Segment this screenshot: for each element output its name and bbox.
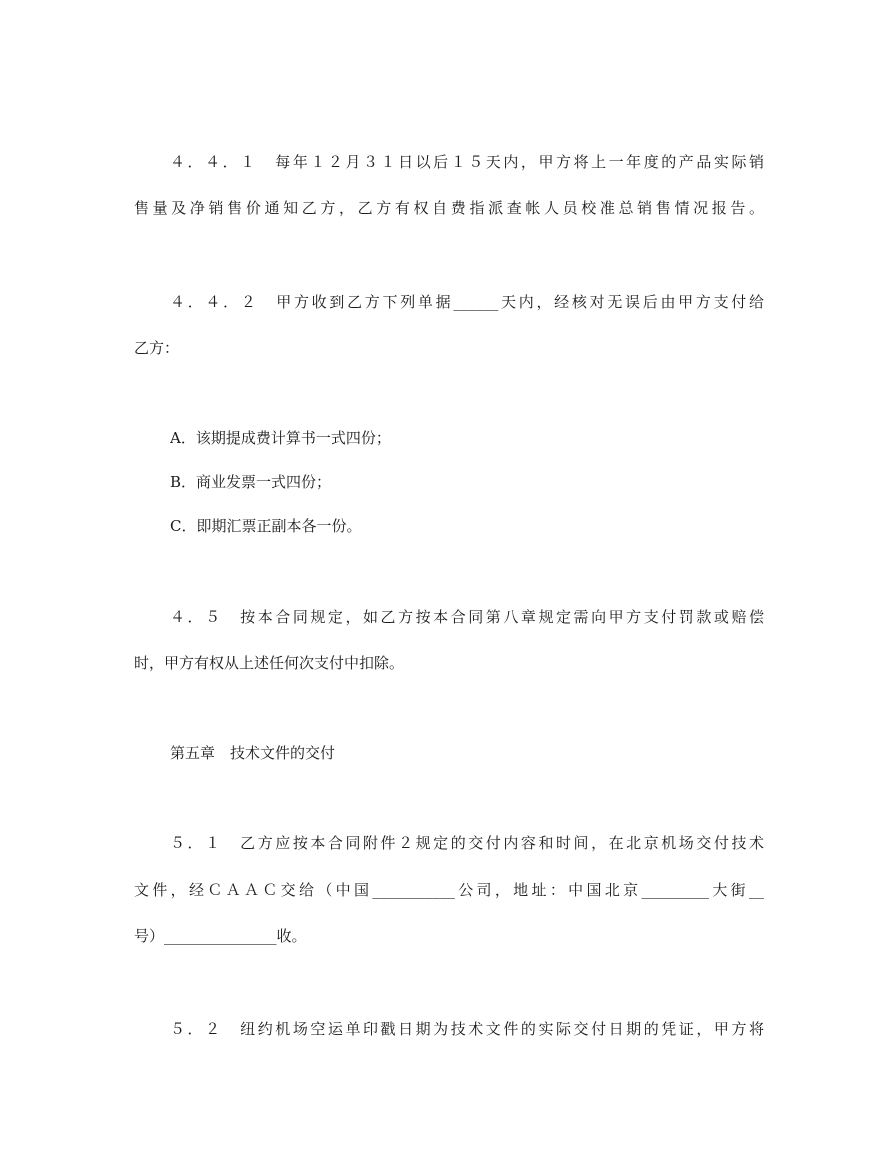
list-item-a: A．该期提成费计算书一式四份； bbox=[170, 429, 391, 447]
clause-5-1-line-3: 号）_______________收。 bbox=[134, 927, 307, 945]
clause-5-1-line-2: 文件，经ＣＡＡＣ交给（中国___________公司，地址：中国北京_________大街__ bbox=[134, 881, 764, 899]
clause-4-5-line-2: 时，甲方有权从上述任何次支付中扣除。 bbox=[134, 654, 405, 672]
clause-5-1-line-1: ５．１ 乙方应按本合同附件２规定的交付内容和时间，在北京机场交付技术 bbox=[170, 834, 764, 852]
clause-4-4-1-line-2: 售量及净销售价通知乙方，乙方有权自费指派查帐人员校准总销售情况报告。 bbox=[134, 199, 764, 217]
clause-4-4-1-line-1: ４．４．１ 每年１２月３１日以后１５天内，甲方将上一年度的产品实际销 bbox=[170, 153, 764, 171]
clause-4-4-2-line-1: ４．４．２ 甲方收到乙方下列单据______天内，经核对无误后由甲方支付给 bbox=[170, 293, 764, 311]
chapter-5-heading: 第五章 技术文件的交付 bbox=[170, 744, 336, 762]
clause-5-2-line-1: ５．２ 纽约机场空运单印戳日期为技术文件的实际交付日期的凭证，甲方将 bbox=[170, 1020, 764, 1038]
list-item-c: C．即期汇票正副本各一份。 bbox=[170, 517, 362, 535]
list-item-b: B．商业发票一式四份； bbox=[170, 473, 332, 491]
clause-4-5-line-1: ４．５ 按本合同规定，如乙方按本合同第八章规定需向甲方支付罚款或赔偿 bbox=[170, 608, 764, 626]
clause-4-4-2-line-2: 乙方： bbox=[134, 339, 180, 357]
